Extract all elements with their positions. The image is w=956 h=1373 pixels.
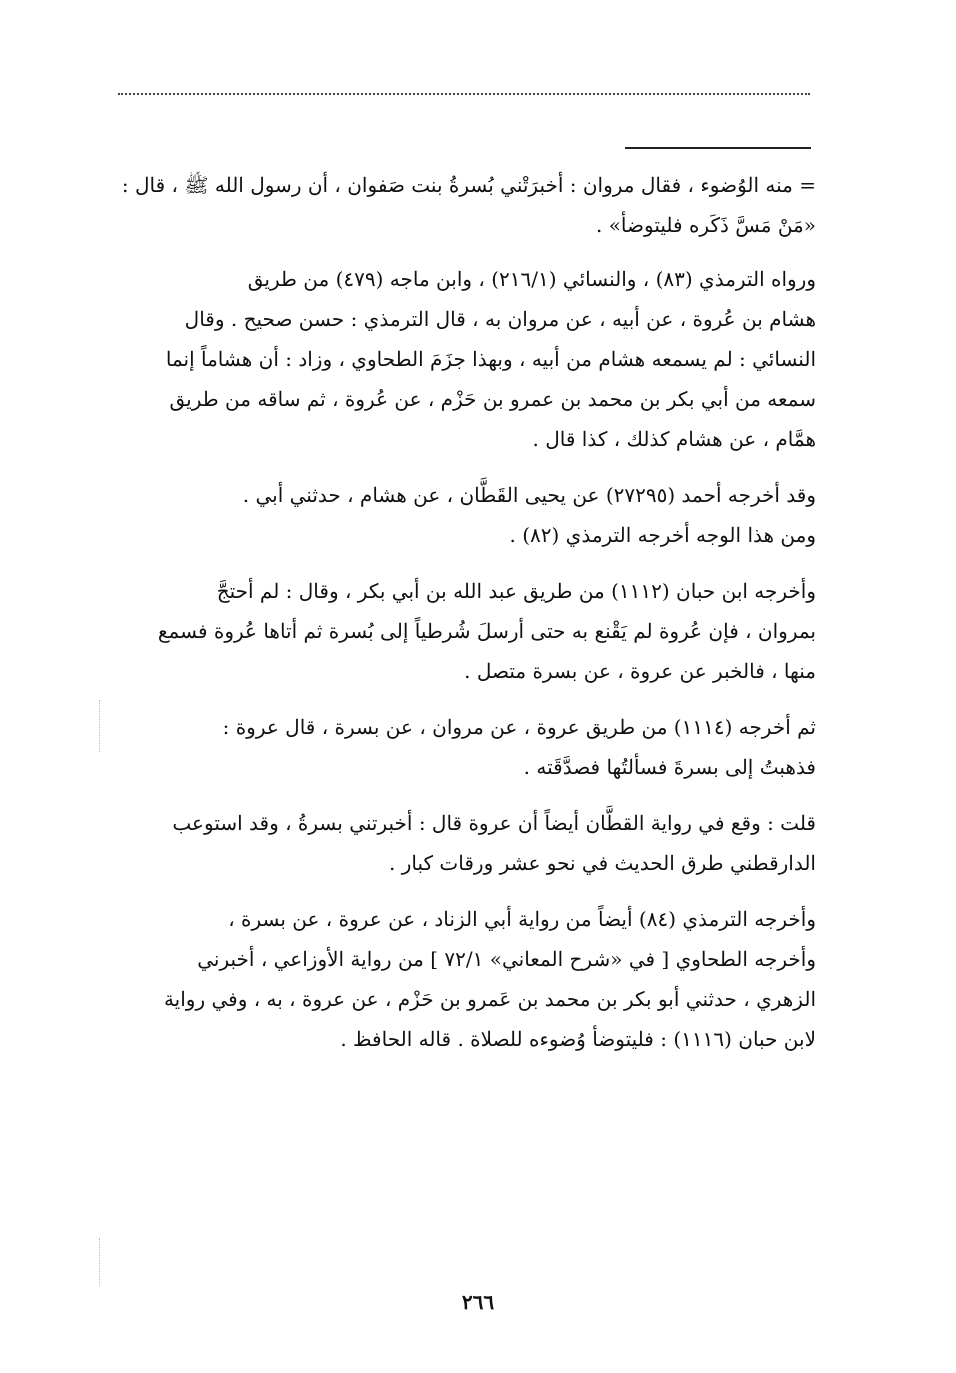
text-line: وقد أخرجه أحمد (٢٧٢٩٥) عن يحيى القَطَّان ، عن هشام ، حدثني أبي . [242,483,816,507]
footnote-paragraph-6 [108,803,816,883]
text-line: وأخرجه الطحاوي [ في «شرح المعاني» ٧٢/١ ] من رواية الأوزاعي ، أخبرني [197,947,816,971]
page-number: ٢٦٦ [461,1290,495,1314]
text-line: فذهبتُ إلى بسرةَ فسألتُها فصدَّقَته . [523,755,816,779]
footnote-text-block [108,165,816,1075]
footnote-paragraph-3 [108,475,816,555]
footnote-separator-rule [625,147,811,149]
text-line: قلت : وقع في رواية القطَّان أيضاً أن عروة قال : أخبرتني بسرةُ ، وقد استوعب [172,811,816,835]
text-line: الزهري ، حدثني أبو بكر بن محمد بن عَمرو بن حَزْم ، عن عروة ، به ، وفي رواية [163,987,816,1011]
footnote-paragraph-4 [108,571,816,691]
footnote-paragraph-5 [108,707,816,787]
text-line: وأخرجه ابن حبان (١١١٢) من طريق عبد الله بن أبي بكر ، وقال : لم أحتجَّ [216,579,816,603]
header-dotted-rule [118,93,810,95]
text-line: «مَنْ مَسَّ ذَكَره فليتوضأ» . [595,213,816,237]
text-line: النسائي : لم يسمعه هشام من أبيه ، وبهذا جزَمَ الطحاوي ، وزاد : أن هشاماً إنما [165,347,816,371]
text-line: الدارقطني طرق الحديث في نحو عشر ورقات كبار . [389,851,816,875]
text-line: همَّام ، عن هشام كذلك ، كذا قال . [532,427,816,451]
text-line: سمعه من أبي بكر بن محمد بن عمرو بن حَزْم ، عن عُروة ، ثم ساقه من طريق [169,387,816,411]
text-line: ورواه الترمذي (٨٣) ، والنسائي (٢١٦/١) ، وابن ماجه (٤٧٩) من طريق [247,267,816,291]
text-line: منها ، فالخبر عن عروة ، عن بسرة متصل . [464,659,816,683]
text-line: لابن حبان (١١١٦) : فليتوضأ وُضوءه للصلاة . قاله الحافظ . [340,1027,816,1051]
footnote-paragraph-1 [108,165,816,245]
text-line: هشام بن عُروة ، عن أبيه ، عن مروان به ، قال الترمذي : حسن صحيح . وقال [184,307,816,331]
margin-scan-mark [99,700,100,752]
footnote-paragraph-2 [108,259,816,459]
text-line: بمروان ، فإن عُروة لم يَقْنع به حتى أرسلَ شُرطياً إلى بُسرة ثم أتاها عُروة فسمع [157,619,816,643]
text-line: وأخرجه الترمذي (٨٤) أيضاً من رواية أبي الزناد ، عن عروة ، عن بسرة ، [228,907,816,931]
text-line: = منه الوُضوء ، فقال مروان : أخبرَتْني بُسرةُ بنت صَفوان ، أن رسول الله ﷺ ، قال : [121,173,816,197]
footnote-paragraph-7 [108,899,816,1059]
text-line: ومن هذا الوجه أخرجه الترمذي (٨٢) . [509,523,816,547]
text-line: ثم أخرجه (١١١٤) من طريق عروة ، عن مروان ، عن بسرة ، قال عروة : [222,715,816,739]
margin-scan-mark [99,1238,100,1286]
